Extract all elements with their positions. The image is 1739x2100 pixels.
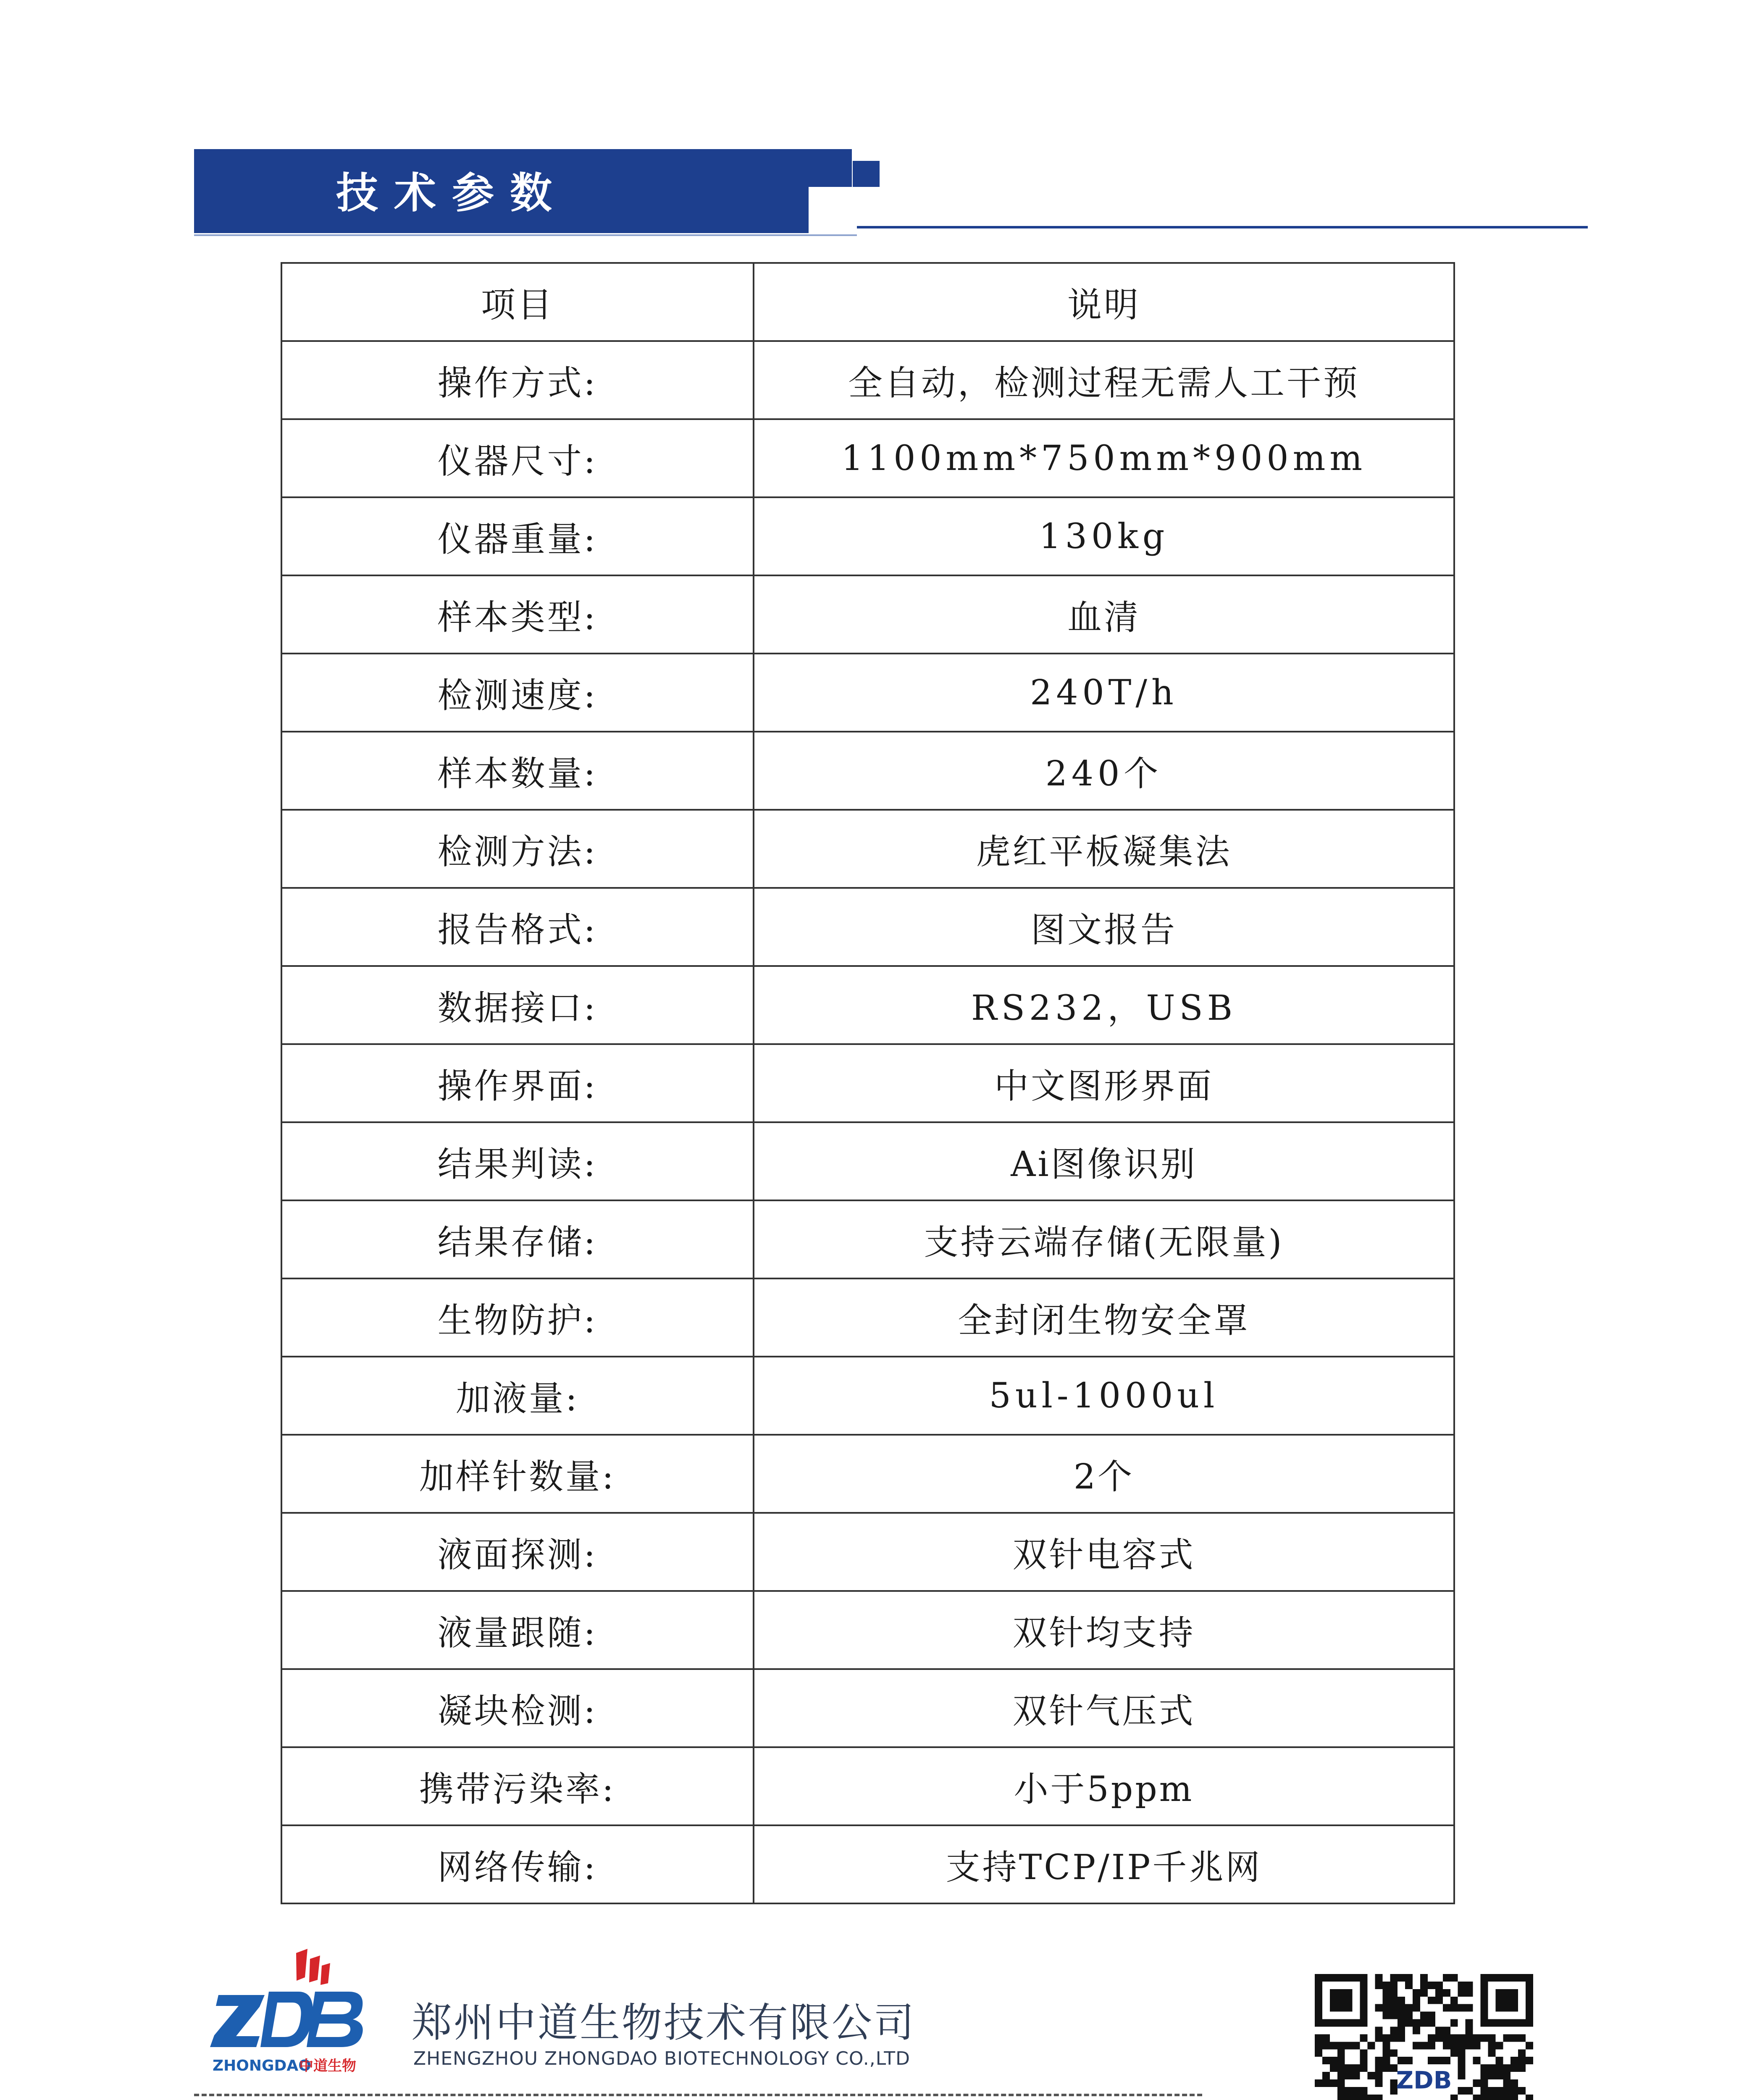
row-label: 加液量: [281, 1357, 754, 1435]
spec-table [281, 262, 1455, 1904]
table-row [281, 1122, 1454, 1200]
row-label: 加样针数量: [281, 1435, 754, 1513]
row-label: 操作方式: [281, 341, 754, 419]
row-label: 样本类型: [281, 575, 754, 654]
row-label: 样本数量: [281, 732, 754, 810]
row-value: 小于5ppm [754, 1747, 1454, 1825]
table-row [281, 497, 1454, 575]
row-label: 报告格式: [281, 888, 754, 966]
row-label: 检测速度: [281, 654, 754, 732]
table-row [281, 341, 1454, 419]
table-header-row [281, 263, 1454, 341]
row-label: 仪器尺寸: [281, 419, 754, 497]
table-row [281, 575, 1454, 654]
table-row [281, 1044, 1454, 1122]
header-rule [857, 226, 1588, 228]
footer-divider [194, 2094, 1202, 2096]
row-label: 操作界面: [281, 1044, 754, 1122]
company-name-en: ZHENGZHOU ZHONGDAO BIOTECHNOLOGY CO.,LTD [413, 2048, 910, 2069]
row-value: 双针气压式 [754, 1669, 1454, 1747]
section-header [0, 0, 1739, 252]
row-label: 携带污染率: [281, 1747, 754, 1825]
zdb-logo-icon [210, 1945, 370, 2083]
table-row [281, 1357, 1454, 1435]
table-row [281, 810, 1454, 888]
row-label: 液面探测: [281, 1513, 754, 1591]
column-header-item: 项目 [281, 263, 754, 341]
row-label: 仪器重量: [281, 497, 754, 575]
row-value: 支持云端存储(无限量) [754, 1200, 1454, 1278]
row-value: 双针均支持 [754, 1591, 1454, 1669]
row-label: 数据接口: [281, 966, 754, 1044]
column-header-description: 说明 [754, 263, 1454, 341]
page-title: 技术参数 [336, 168, 568, 218]
table-row [281, 419, 1454, 497]
table-row [281, 1747, 1454, 1825]
svg-text:ZHONGDAO: ZHONGDAO [213, 2057, 311, 2074]
table-row [281, 1513, 1454, 1591]
table-row [281, 1591, 1454, 1669]
qr-code-icon [1315, 1974, 1533, 2100]
table-row [281, 654, 1454, 732]
row-value: 1100mm*750mm*900mm [754, 419, 1454, 497]
row-value: 血清 [754, 575, 1454, 654]
table-row [281, 732, 1454, 810]
row-value: Ai图像识别 [754, 1122, 1454, 1200]
table-row [281, 1200, 1454, 1278]
table-row [281, 1825, 1454, 1903]
row-value: RS232，USB [754, 966, 1454, 1044]
row-value: 2个 [754, 1435, 1454, 1513]
table-row [281, 1669, 1454, 1747]
row-label: 网络传输: [281, 1825, 754, 1903]
row-value: 虎红平板凝集法 [754, 810, 1454, 888]
header-underline [194, 234, 857, 236]
table-row [281, 966, 1454, 1044]
row-label: 凝块检测: [281, 1669, 754, 1747]
header-square [853, 161, 880, 187]
row-value: 全封闭生物安全罩 [754, 1278, 1454, 1357]
row-label: 液量跟随: [281, 1591, 754, 1669]
row-value: 图文报告 [754, 888, 1454, 966]
row-value: 支持TCP/IP千兆网 [754, 1825, 1454, 1903]
row-value: 130kg [754, 497, 1454, 575]
row-value: 240T/h [754, 654, 1454, 732]
row-label: 检测方法: [281, 810, 754, 888]
svg-text:ZDB: ZDB [1396, 2066, 1452, 2095]
row-value: 5ul-1000ul [754, 1357, 1454, 1435]
company-name-cn: 郑州中道生物技术有限公司 [412, 1999, 916, 2046]
table-row [281, 1435, 1454, 1513]
row-label: 生物防护: [281, 1278, 754, 1357]
table-row [281, 1278, 1454, 1357]
row-value: 双针电容式 [754, 1513, 1454, 1591]
row-label: 结果判读: [281, 1122, 754, 1200]
row-value: 中文图形界面 [754, 1044, 1454, 1122]
row-value: 全自动，检测过程无需人工干预 [754, 341, 1454, 419]
table-row [281, 888, 1454, 966]
row-label: 结果存储: [281, 1200, 754, 1278]
svg-text:中道生物: 中道生物 [299, 2058, 356, 2074]
header-notch [809, 187, 856, 233]
row-value: 240个 [754, 732, 1454, 810]
